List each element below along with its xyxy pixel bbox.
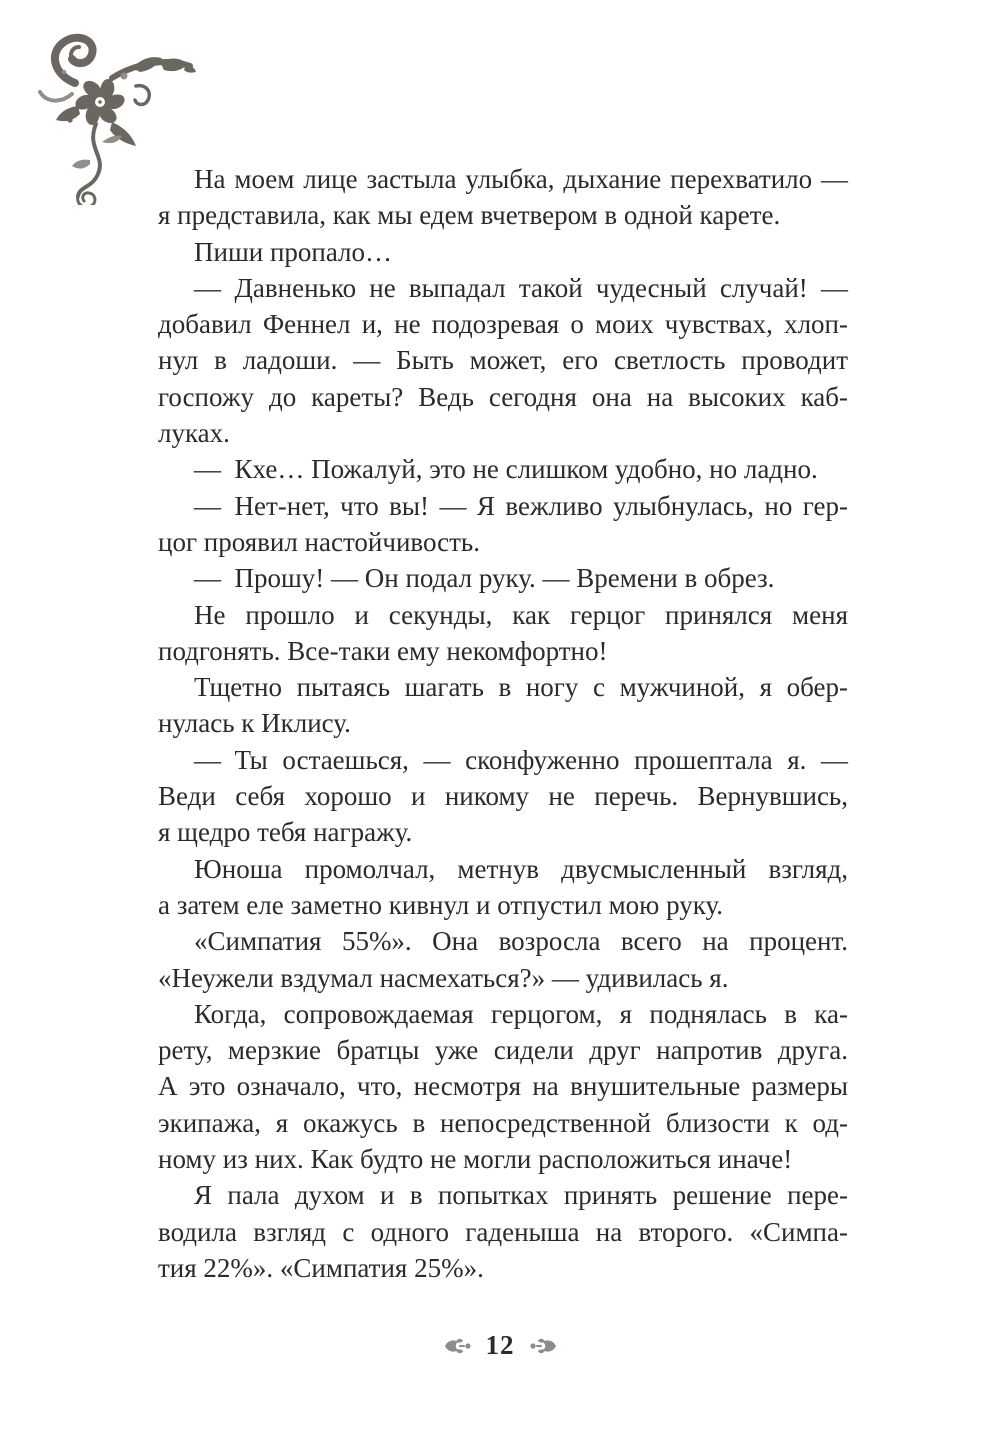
text-line: Я пала духом и в попытках принять решение пере- <box>194 1180 848 1211</box>
text-line: Тщетно пытаясь шагать в ногу с мужчиной, я обер- <box>194 672 848 703</box>
text-line: Пиши пропало… <box>194 236 393 267</box>
text-line: тия 22%». «Симпатия 25%». <box>158 1252 484 1283</box>
text-line: Юноша промолчал, метнув двусмысленный взгляд, <box>194 853 848 884</box>
page-footer <box>0 1330 1000 1361</box>
text-line: Веди себя хорошо и никому не перечь. Вернувшись, <box>158 781 848 812</box>
text-line: Не прошло и секунды, как герцог принялся меня <box>194 599 848 630</box>
text-line: ному из них. Как будто не могли расположиться иначе! <box>158 1144 793 1175</box>
text-line: рету, мерзкие братцы уже сидели друг напротив друга. <box>158 1035 848 1066</box>
text-line: экипажа, я окажусь в непосредственной близости к од- <box>158 1107 848 1138</box>
text-block <box>158 161 848 1286</box>
text-line: госпожу до кареты? Ведь сегодня она на высоких каб- <box>158 381 848 412</box>
text-line: нулась к Иклису. <box>158 708 351 739</box>
text-line: нул в ладоши. — Быть может, его светлость проводит <box>158 345 848 376</box>
text-line: — Давненько не выпадал такой чудесный случай! — <box>194 272 848 303</box>
text-line: «Неужели вздумал насмехаться?» — удивилась я. <box>158 962 729 993</box>
text-line: я щедро тебя награжу. <box>158 817 413 848</box>
text-line: Когда, сопровождаемая герцогом, я поднялась в ка- <box>194 998 848 1029</box>
text-line: водила взгляд с одного гаденыша на второго. «Симпа- <box>158 1216 848 1247</box>
text-line: — Прошу! — Он подал руку. — Времени в обрез. <box>194 563 775 594</box>
text-line: цог проявил настойчивость. <box>158 526 480 557</box>
text-line: — Ты остаешься, — сконфуженно прошептала я. — <box>194 744 848 775</box>
text-line: я представила, как мы едем вчетвером в одной карете. <box>158 200 781 231</box>
text-line: луках. <box>158 418 230 449</box>
text-line: — Кхе… Пожалуй, это не слишком удобно, но ладно. <box>194 454 818 485</box>
text-line: добавил Феннел и, не подозревая о моих чувствах, хлоп- <box>158 309 848 340</box>
page-number: 12 <box>485 1330 515 1360</box>
text-line: подгонять. Все-таки ему некомфортно! <box>158 635 608 666</box>
fleur-left-ornament-icon <box>443 1337 473 1355</box>
text-line: На моем лице застыла улыбка, дыхание перехватило — <box>194 164 848 194</box>
text-line: — Нет-нет, что вы! — Я вежливо улыбнулась, но гер- <box>194 490 848 521</box>
text-line: а затем еле заметно кивнул и отпустил мою руку. <box>158 889 723 920</box>
text-line: «Симпатия 55%». Она возросла всего на процент. <box>194 926 848 957</box>
fleur-right-ornament-icon <box>528 1337 558 1355</box>
text-line: А это означало, что, несмотря на внушительные размеры <box>158 1071 848 1102</box>
